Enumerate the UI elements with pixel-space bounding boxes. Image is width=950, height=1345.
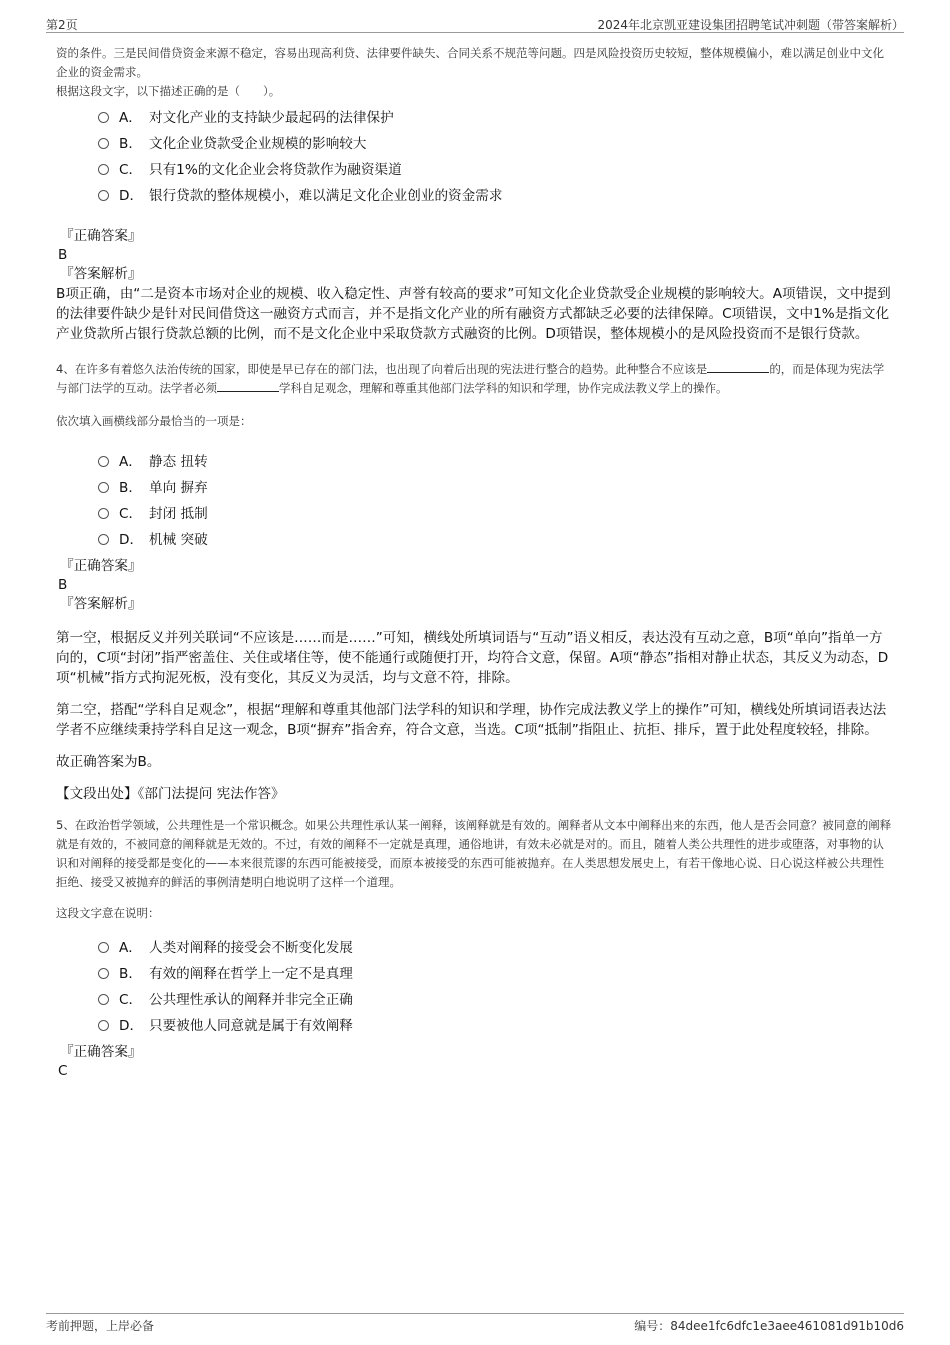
q5-answer: C [58,1063,68,1079]
q4-conclusion: 故正确答案为B。 [56,754,161,770]
radio-icon[interactable] [98,508,109,519]
document-id: 编号：84dee1fc6dfc1e3aee461081d91b10d6 [634,1319,904,1333]
q4-option-d[interactable]: D． 机械 突破 [98,527,892,553]
page-content [56,44,892,1081]
radio-icon[interactable] [98,994,109,1005]
q4-answer: B [58,577,68,593]
q3-prompt: 根据这段文字，以下描述正确的是（ ）。 [56,84,281,98]
q5-option-a[interactable]: A． 人类对阐释的接受会不断变化发展 [98,935,892,961]
q5-option-b[interactable]: B． 有效的阐释在哲学上一定不是真理 [98,961,892,987]
q4-source: 【文段出处】《部门法提问 宪法作答》 [56,786,285,802]
q4-analysis-2: 第二空，搭配“学科自足观念”，根据“理解和尊重其他部门法学科的知识和学理，协作完成法教义学上的操作”可知，横线处所填词语表达法学者不应继续秉持学科自足这一观念，B项“摒弃”指舍弃，符合文意，当选。C项“抵制”指阻止、抗拒、排斥，置于此处程度较轻，排除。 [56,702,887,738]
q5-option-c[interactable]: C． 公共理性承认的阐释并非完全正确 [98,987,892,1013]
q5-answer-label: 『正确答案』 [60,1044,142,1060]
q4-option-c[interactable]: C． 封闭 抵制 [98,501,892,527]
radio-icon[interactable] [98,138,109,149]
q4-analysis-label: 『答案解析』 [60,596,142,612]
q3-option-d[interactable]: D． 银行贷款的整体规模小，难以满足文化企业创业的资金需求 [98,183,892,209]
radio-icon[interactable] [98,482,109,493]
blank-2 [217,379,279,392]
q4-stem: 4、在许多有着悠久法治传统的国家，即使是早已存在的部门法，也出现了向着后出现的宪法进行整合的趋势。此种整合不应该是 的，而是体现为宪法学与部门法学的互动。法学者必须 学科自足观念，理解和尊重其他部门法学科的知识和学理，协作完成法教义学上的操作。 [56,362,885,395]
q3-analysis: B项正确，由“二是资本市场对企业的规模、收入稳定性、声誉有较高的要求”可知文化企业贷款受企业规模的影响较大。A项错误，文中提到的法律要件缺少是针对民间借贷这一融资方式而言，并不是指文化产业的所有融资方式都缺乏必要的法律保障。C项错误，文中1%是指文化产业贷款所占银行贷款总额的比例，而不是文化企业中采取贷款方式融资的比例。D项错误，整体规模小的是风险投资而不是银行贷款。 [56,286,891,342]
page-footer [46,1313,904,1336]
q3-option-c[interactable]: C． 只有1%的文化企业会将贷款作为融资渠道 [98,157,892,183]
q3-passage-tail: 资的条件。三是民间借贷资金来源不稳定，容易出现高利贷、法律要件缺失、合同关系不规范等问题。四是风险投资历史较短，整体规模偏小，难以满足创业中文化企业的资金需求。 [56,46,884,79]
radio-icon[interactable] [98,456,109,467]
radio-icon[interactable] [98,190,109,201]
page-number: 第2页 [46,18,78,32]
q3-option-a[interactable]: A． 对文化产业的支持缺少最起码的法律保护 [98,105,892,131]
q3-options [98,105,892,209]
q3-analysis-label: 『答案解析』 [60,266,142,282]
radio-icon[interactable] [98,1020,109,1031]
q4-options [98,449,892,553]
q3-answer-label: 『正确答案』 [60,228,142,244]
q3-option-b[interactable]: B． 文化企业贷款受企业规模的影响较大 [98,131,892,157]
q3-answer: B [58,247,68,263]
q5-stem: 5、在政治哲学领域，公共理性是一个常识概念。如果公共理性承认某一阐释，该阐释就是有效的。阐释者从文本中阐释出来的东西，他人是否会同意？被同意的阐释就是有效的，不被同意的阐释就是无效的。不过，有效的阐释不一定就是真理，通俗地讲，有效未必就是对的。而且，随着人类公共理性的进步或堕落，对事物的认识和对阐释的接受都是变化的——本来很荒谬的东西可能被接受，而原本被接受的东西可能被抛弃。在人类思想发展史上，有若干像地心说、日心说这样被公共理性拒绝、接受又被抛弃的鲜活的事例清楚明白地说明了这样一个道理。 [56,818,892,889]
page-header [46,14,904,33]
q4-prompt: 依次填入画横线部分最恰当的一项是： [56,414,252,428]
q4-analysis-1: 第一空，根据反义并列关联词“不应该是……而是……”可知，横线处所填词语与“互动”语义相反，表达没有互动之意，B项“单向”指单一方向的，C项“封闭”指严密盖住、关住或堵住等，使不能通行或随便打开，均符合文意，保留。A项“静态”指相对静止状态，其反义为动态，D项“机械”指方式拘泥死板，没有变化，其反义为灵活，均与文意不符，排除。 [56,630,889,686]
q5-option-d[interactable]: D． 只要被他人同意就是属于有效阐释 [98,1013,892,1039]
document-title: 2024年北京凯亚建设集团招聘笔试冲刺题（带答案解析） [597,18,904,32]
radio-icon[interactable] [98,942,109,953]
blank-1 [707,360,769,373]
footer-slogan: 考前押题，上岸必备 [46,1319,155,1333]
radio-icon[interactable] [98,534,109,545]
q4-option-a[interactable]: A． 静态 扭转 [98,449,892,475]
q4-answer-label: 『正确答案』 [60,558,142,574]
q5-prompt: 这段文字意在说明： [56,906,160,920]
q4-option-b[interactable]: B． 单向 摒弃 [98,475,892,501]
radio-icon[interactable] [98,968,109,979]
q5-options [98,935,892,1039]
radio-icon[interactable] [98,112,109,123]
radio-icon[interactable] [98,164,109,175]
